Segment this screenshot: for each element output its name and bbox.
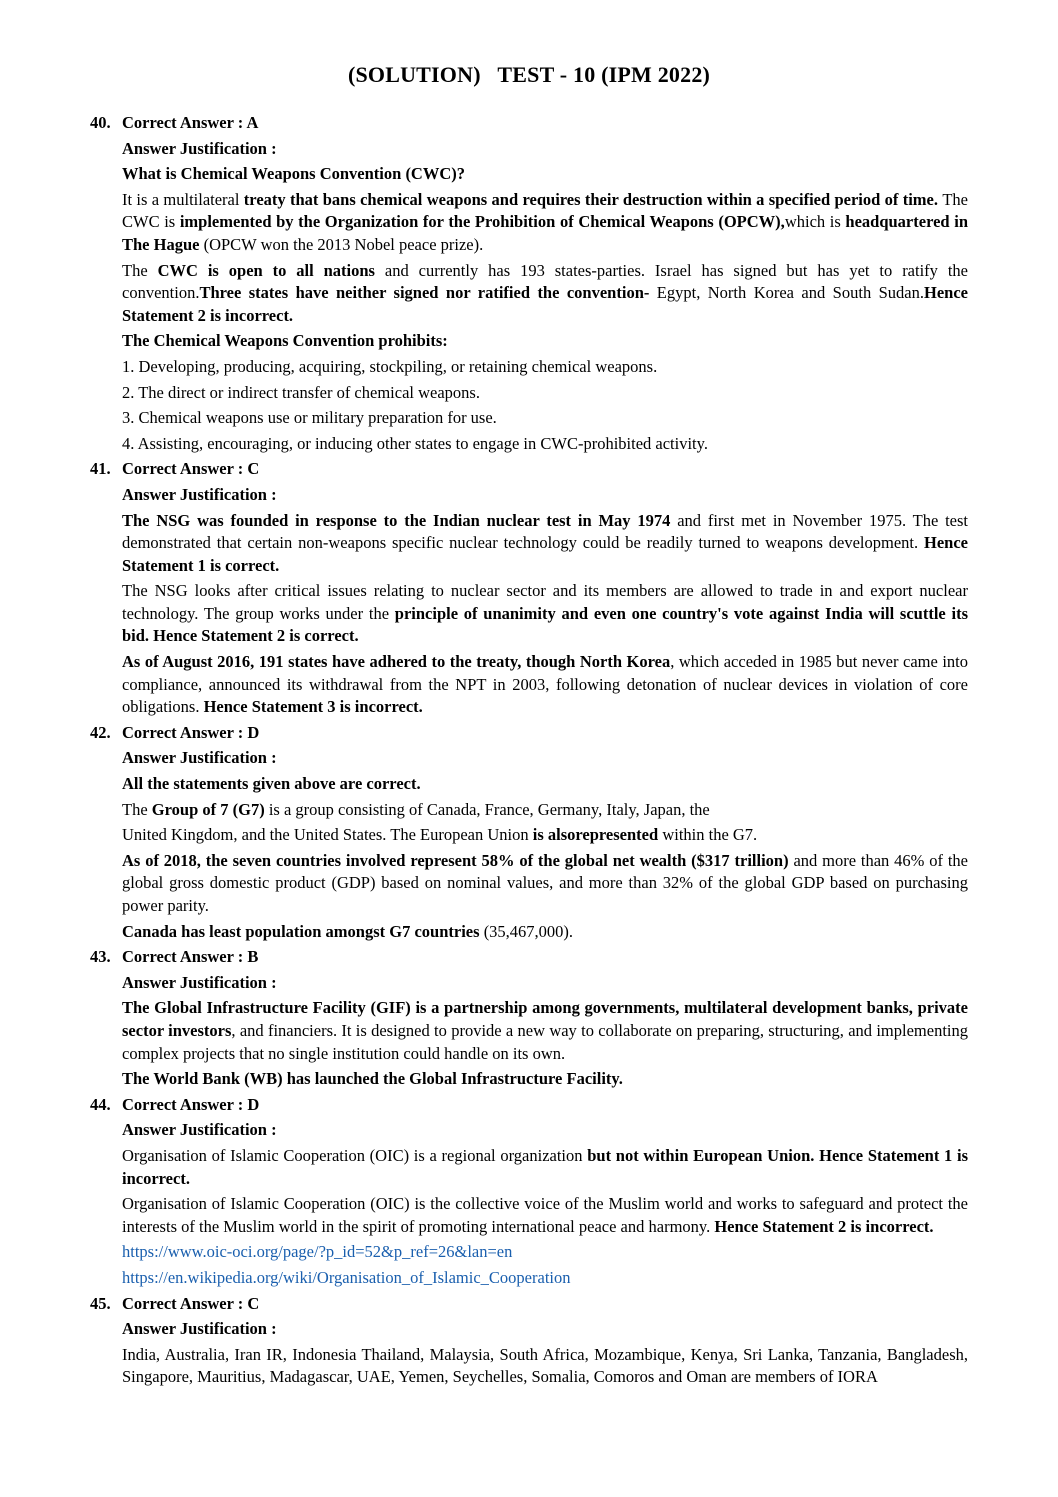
paragraph xyxy=(122,189,968,257)
text-run: which is xyxy=(784,212,846,232)
text-run: 4. Assisting, encouraging, or inducing other states to engage in CWC-prohibited activity. xyxy=(122,433,708,453)
text-run: The xyxy=(122,260,158,280)
text-run: and more than 46% of the global gross domestic product (GDP) based on nominal values, and more than 32% of the global GDP based on purchasing power parity. xyxy=(122,850,968,915)
text-run: The Global Infrastructure Facility (GIF) is a partnership among governments, multilateral development banks, private sector investors xyxy=(122,998,968,1040)
question-block xyxy=(90,112,968,455)
external-link[interactable]: https://en.wikipedia.org/wiki/Organisation_of_Islamic_Cooperation xyxy=(122,1267,571,1287)
paragraph xyxy=(122,1145,968,1190)
paragraph xyxy=(122,651,968,719)
text-run: Three states have neither signed nor ratified the convention- xyxy=(199,283,657,303)
question-number: 43. xyxy=(90,947,111,967)
question-body xyxy=(90,1318,968,1389)
question-number: 40. xyxy=(90,113,111,132)
correct-answer-text: Correct Answer : C xyxy=(122,459,260,479)
text-run: 2. The direct or indirect transfer of chemical weapons. xyxy=(122,382,480,402)
text-run: , and financiers. It is designed to provide a new way to collaborate on preparing, structuring, and implementing complex projects that no single institution could handle on its own. xyxy=(122,1020,968,1063)
text-run: Hence Statement 2 is incorrect. xyxy=(714,1216,934,1236)
question-number: 45. xyxy=(90,1293,111,1313)
paragraph xyxy=(122,850,968,918)
questions-container xyxy=(90,112,968,1389)
justification-label: Answer Justification : xyxy=(122,972,277,992)
text-run: The NSG looks after critical issues relating to nuclear sector and its members are allowed to trade in and export nuclear technology. The group works under the xyxy=(122,581,968,623)
text-run: and currently has 193 states-parties. Israel has signed but has yet to ratify the convention. xyxy=(122,260,969,303)
text-run: and first met in November 1975. The test demonstrated that certain non-weapons specific nuclear technology could be readily turned to weapons development. xyxy=(122,510,969,553)
correct-answer-line xyxy=(90,946,968,969)
text-run: The World Bank (WB) has launched the Global Infrastructure Facility. xyxy=(122,1069,623,1089)
text-line xyxy=(122,407,968,430)
correct-answer-line xyxy=(90,112,968,135)
text-run: (OPCW won the 2013 Nobel peace prize). xyxy=(203,234,484,254)
paragraph xyxy=(122,510,968,578)
correct-answer-text: Correct Answer : A xyxy=(122,113,259,132)
text-run: As of 2018, the seven countries involved represent 58% of the global net wealth ($317 trillion) xyxy=(122,850,794,870)
question-block xyxy=(90,1293,968,1389)
text-run: 1. Developing, producing, acquiring, stockpiling, or retaining chemical weapons. xyxy=(122,356,658,376)
correct-answer-text: Correct Answer : C xyxy=(122,1293,260,1313)
text-line xyxy=(122,382,968,405)
text-run: All the statements given above are correct. xyxy=(122,774,421,794)
text-run: Organisation of Islamic Cooperation (OIC) is a regional organization xyxy=(122,1145,588,1165)
question-number: 42. xyxy=(90,722,111,742)
question-number: 41. xyxy=(90,459,111,479)
text-run: What is Chemical Weapons Convention (CWC)? xyxy=(122,164,466,184)
text-run: Egypt, North Korea and South Sudan. xyxy=(656,283,924,303)
text-line xyxy=(122,433,968,456)
text-run: Hence Statement 3 is incorrect. xyxy=(203,697,423,717)
text-run: is a group consisting of Canada, France, Germany, Italy, Japan, the xyxy=(268,799,710,819)
text-run: principle of unanimity and even one country's vote against India will scuttle its bid. Hence Statement 2 is correct. xyxy=(122,603,968,646)
correct-answer-text: Correct Answer : B xyxy=(122,947,259,967)
question-number: 44. xyxy=(90,1094,111,1114)
text-run: The CWC is xyxy=(122,189,968,232)
question-body xyxy=(90,138,968,456)
paragraph xyxy=(122,580,968,648)
text-run: Hence Statement 2 is incorrect. xyxy=(122,283,968,325)
text-line xyxy=(122,824,968,847)
text-run: Canada has least population amongst G7 countries xyxy=(122,921,484,941)
question-block xyxy=(90,722,968,943)
text-line xyxy=(122,773,968,796)
text-line xyxy=(122,163,968,186)
justification-label: Answer Justification : xyxy=(122,748,277,768)
question-body xyxy=(90,1119,968,1289)
text-run: implemented by the Organization for the Prohibition of Chemical Weapons (OPCW), xyxy=(179,212,785,232)
correct-answer-text: Correct Answer : D xyxy=(122,722,260,742)
text-run: The NSG was founded in response to the Indian nuclear test in May 1974 xyxy=(122,510,678,530)
text-run: , which acceded in 1985 but never came into compliance, announced its withdrawal from the NPT in 2003, following detonation of nuclear devices in violation of core obligations. xyxy=(122,652,968,717)
text-line xyxy=(122,356,968,379)
paragraph xyxy=(122,260,968,328)
text-run: India, Australia, Iran IR, Indonesia Thailand, Malaysia, South Africa, Mozambique, Kenya, Sri Lanka, Tanzania, Bangladesh, Singapore, Mauritius, Madagascar, UAE, Yemen, Seychelles, Somalia, Comoros and Oman are members of IORA xyxy=(122,1344,968,1387)
paragraph xyxy=(122,1193,968,1238)
justification-label: Answer Justification : xyxy=(122,138,277,158)
external-link[interactable]: https://www.oic-oci.org/page/?p_id=52&p_ref=26&lan=en xyxy=(122,1242,513,1262)
text-run: It is a multilateral xyxy=(122,189,244,209)
correct-answer-text: Correct Answer : D xyxy=(122,1094,260,1114)
correct-answer-line xyxy=(90,458,968,481)
question-block xyxy=(90,1094,968,1290)
text-line xyxy=(122,921,968,944)
justification-label: Answer Justification : xyxy=(122,484,277,504)
paragraph xyxy=(122,1344,968,1389)
text-run: 3. Chemical weapons use or military preparation for use. xyxy=(122,408,497,428)
text-line xyxy=(122,330,968,353)
question-block xyxy=(90,946,968,1091)
question-block xyxy=(90,458,968,719)
text-run: (35,467,000). xyxy=(483,921,574,941)
text-run: United Kingdom, and the United States. The European Union xyxy=(122,825,533,845)
text-run: is alsorepresented xyxy=(532,825,663,845)
text-run: headquartered in The Hague xyxy=(122,212,968,254)
text-run: The xyxy=(122,799,152,819)
correct-answer-line xyxy=(90,1094,968,1117)
text-run: Hence Statement 1 is correct. xyxy=(122,533,968,575)
text-run: Organisation of Islamic Cooperation (OIC) is the collective voice of the Muslim world and works to safeguard and protect the interests of the Muslim world in the spirit of promoting international peace and harmony. xyxy=(122,1194,968,1236)
text-line xyxy=(122,1068,968,1091)
text-run: The Chemical Weapons Convention prohibits: xyxy=(122,331,448,351)
paragraph xyxy=(122,997,968,1065)
text-run: treaty that bans chemical weapons and requires their destruction within a specified period of time. xyxy=(243,189,943,209)
correct-answer-line xyxy=(90,1293,968,1316)
justification-label: Answer Justification : xyxy=(122,1319,277,1339)
text-run: As of August 2016, 191 states have adhered to the treaty, though North Korea xyxy=(122,652,671,672)
text-run: CWC is open to all nations xyxy=(157,260,385,280)
justification-label: Answer Justification : xyxy=(122,1120,277,1140)
correct-answer-line xyxy=(90,722,968,745)
text-line xyxy=(122,799,968,822)
text-run: but not within European Union. Hence Statement 1 is incorrect. xyxy=(122,1145,968,1188)
text-run: within the G7. xyxy=(662,825,758,845)
question-body xyxy=(90,972,968,1091)
text-run: Group of 7 (G7) xyxy=(151,799,269,819)
page-title: (SOLUTION) TEST - 10 (IPM 2022) xyxy=(347,62,711,87)
question-body xyxy=(90,747,968,943)
question-body xyxy=(90,484,968,719)
